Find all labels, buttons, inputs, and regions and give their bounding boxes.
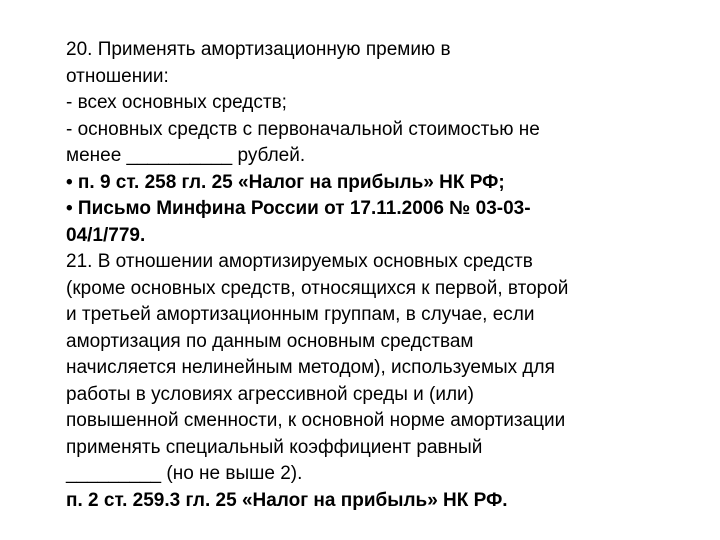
item-21-line-4: амортизация по данным основным средствам	[66, 330, 474, 352]
slide-text-block	[66, 37, 666, 514]
item-20-line-1: 20. Применять амортизационную премию в	[66, 39, 451, 60]
item-21-line-1: 21. В отношении амортизируемых основных средств	[66, 251, 533, 272]
item-20-option-all-assets: - всех основных средств;	[66, 92, 287, 113]
item-21-line-5: начисляется нелинейным методом), используемых для	[66, 357, 555, 378]
item-21-line-8: применять специальный коэффициент равный	[66, 436, 483, 458]
item-21-line-6: работы в условиях агрессивной среды и (или)	[66, 383, 474, 405]
item-21-line-2: (кроме основных средств, относящихся к первой, второй	[66, 277, 569, 299]
item-20-option-cost-line-1: - основных средств с первоначальной стоимостью не	[66, 118, 540, 140]
item-20-line-2: отношении:	[66, 65, 169, 87]
reference-minfin-letter-line-2: 04/1/779.	[66, 224, 146, 246]
item-20-option-cost-line-2: менее __________ рублей.	[66, 145, 306, 166]
reference-minfin-letter-line-1: • Письмо Минфина России от 17.11.2006 № 03-03-	[66, 198, 531, 219]
item-21-line-3: и третьей амортизационным группам, в случае, если	[66, 304, 535, 325]
item-21-line-7: повышенной сменности, к основной норме амортизации	[66, 410, 566, 431]
item-21-line-9: _________ (но не выше 2).	[66, 463, 303, 484]
reference-tax-code-258: • п. 9 ст. 258 гл. 25 «Налог на прибыль» НК РФ;	[66, 171, 505, 193]
reference-tax-code-259-3: п. 2 ст. 259.3 гл. 25 «Налог на прибыль» НК РФ.	[66, 489, 508, 511]
